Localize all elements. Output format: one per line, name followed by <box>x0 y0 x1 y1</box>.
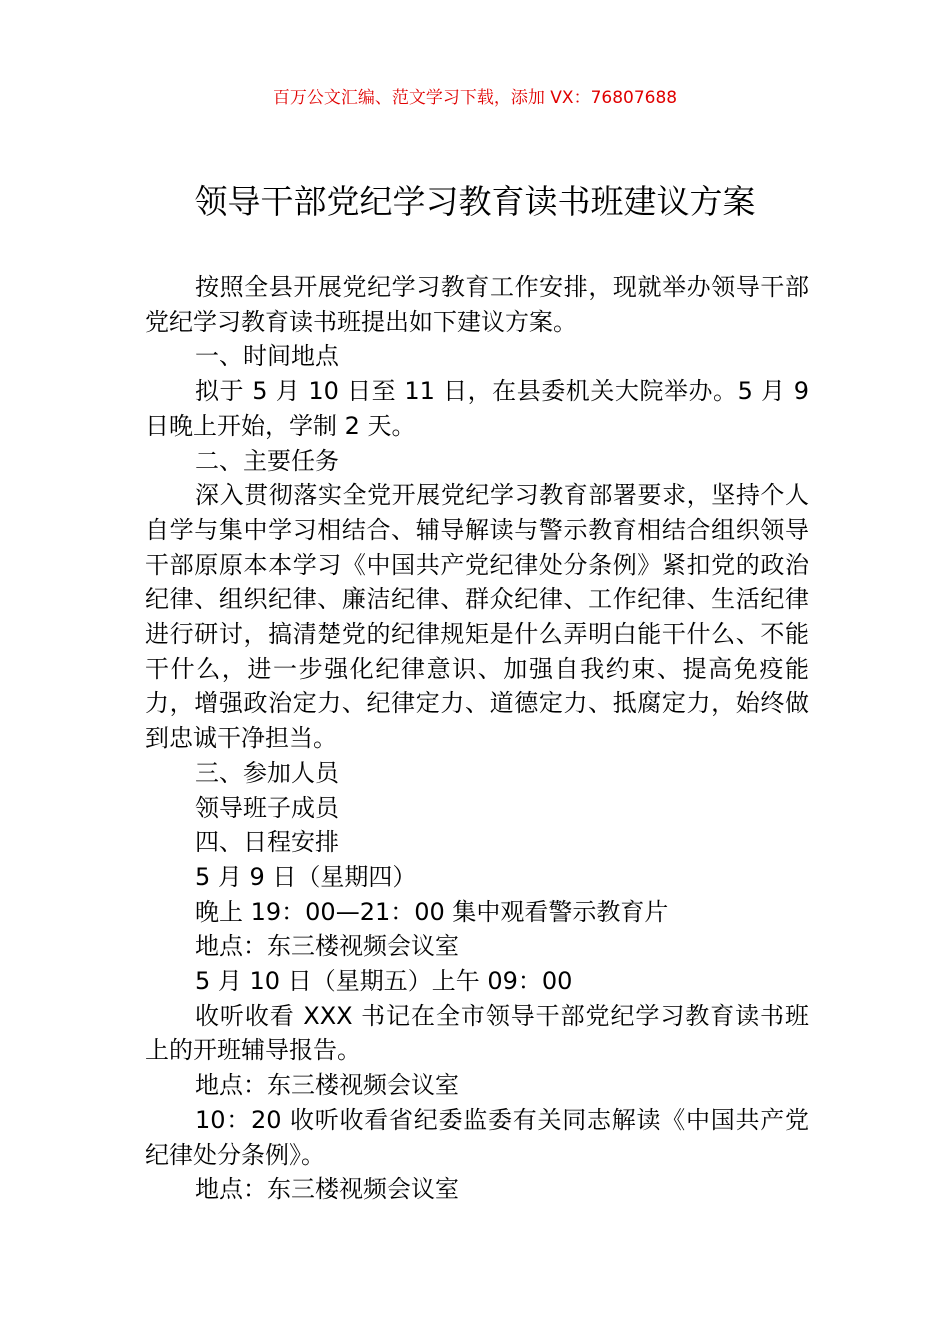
schedule-day-2: 5 月 10 日（星期五）上午 09：00 <box>195 967 573 996</box>
time-place-paragraph: 拟于 5 月 10 日至 11 日，在县委机关大院举办。5 月 9 日晚上开始，学制 2 天。 <box>145 377 809 440</box>
schedule-location: 地点：东三楼视频会议室 <box>195 1175 459 1204</box>
schedule-item: 10：20 收听收看省纪委监委有关同志解读《中国共产党纪律处分条例》。 <box>145 1105 809 1169</box>
header-note: 百万公文汇编、范文学习下载，添加 VX：76807688 <box>272 88 678 108</box>
schedule-location: 地点：东三楼视频会议室 <box>195 1071 459 1100</box>
main-tasks-paragraph: 深入贯彻落实全党开展党纪学习教育部署要求，坚持个人自学与集中学习相结合、辅导解读与警示教育相结合组织领导干部原原本本学习《中国共产党纪律处分条例》紧扣党的政治纪律、组织纪律、廉洁纪律、群众纪律、工作纪律、生活纪律进行研讨，搞清楚党的纪律规矩是什么弄明白能干什么、不能干什么，进一步强化纪律意识、加强自我约束、提高免疫能力，增强政治定力、纪律定力、道德定力、抵腐定力，始终做到忠诚干净担当。 <box>145 481 809 753</box>
section-heading-main-tasks: 二、主要任务 <box>195 446 339 475</box>
section-heading-time-place: 一、时间地点 <box>195 342 339 371</box>
document-title: 领导干部党纪学习教育读书班建议方案 <box>194 182 756 221</box>
document-body <box>145 270 809 1207</box>
participants-paragraph: 领导班子成员 <box>195 793 339 822</box>
section-heading-schedule: 四、日程安排 <box>195 828 339 857</box>
intro-paragraph: 按照全县开展党纪学习教育工作安排，现就举办领导干部党纪学习教育读书班提出如下建议方案。 <box>145 273 809 336</box>
schedule-item: 收听收看 XXX 书记在全市领导干部党纪学习教育读书班上的开班辅导报告。 <box>145 1001 809 1065</box>
section-heading-participants: 三、参加人员 <box>195 758 339 787</box>
schedule-item: 晚上 19：00—21：00 集中观看警示教育片 <box>195 897 669 926</box>
schedule-day-1: 5 月 9 日（星期四） <box>195 862 417 891</box>
schedule-location: 地点：东三楼视频会议室 <box>195 932 459 961</box>
